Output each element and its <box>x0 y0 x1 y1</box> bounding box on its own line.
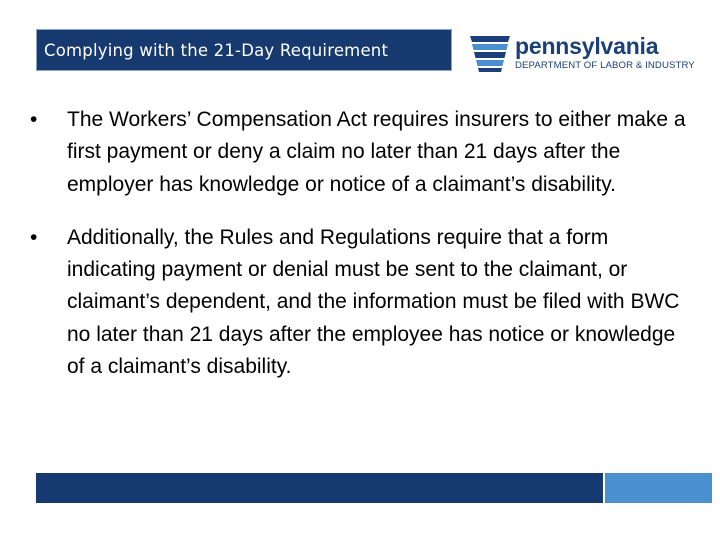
pa-dli-logo <box>468 30 695 74</box>
bullet-list <box>30 104 700 404</box>
bullet-item <box>30 222 700 383</box>
footer-bar <box>36 473 603 503</box>
title-banner <box>36 29 452 71</box>
keystone-icon <box>468 30 512 74</box>
footer-accent <box>605 473 712 503</box>
bullet-marker: • <box>30 108 38 131</box>
logo-wordmark: pennsylvania <box>515 33 659 59</box>
bullet-item <box>30 104 700 201</box>
bullet-text: Additionally, the Rules and Regulations require that a form indicating payment or denial must be sent to the claimant, or claimant’s dependent, and the information must be filed with BWC no later than 21 days after the employee has notice or knowledge of a claimant’s disability. <box>67 225 680 379</box>
logo-department: DEPARTMENT OF LABOR & INDUSTRY <box>515 60 695 71</box>
slide-title: Complying with the 21-Day Requirement <box>44 40 389 60</box>
bullet-marker: • <box>30 225 38 249</box>
bullet-text: The Workers’ Compensation Act requires insurers to either make a first payment or deny a claim no later than 21 days after the employer has knowledge or notice of a claimant’s disability. <box>67 108 686 196</box>
